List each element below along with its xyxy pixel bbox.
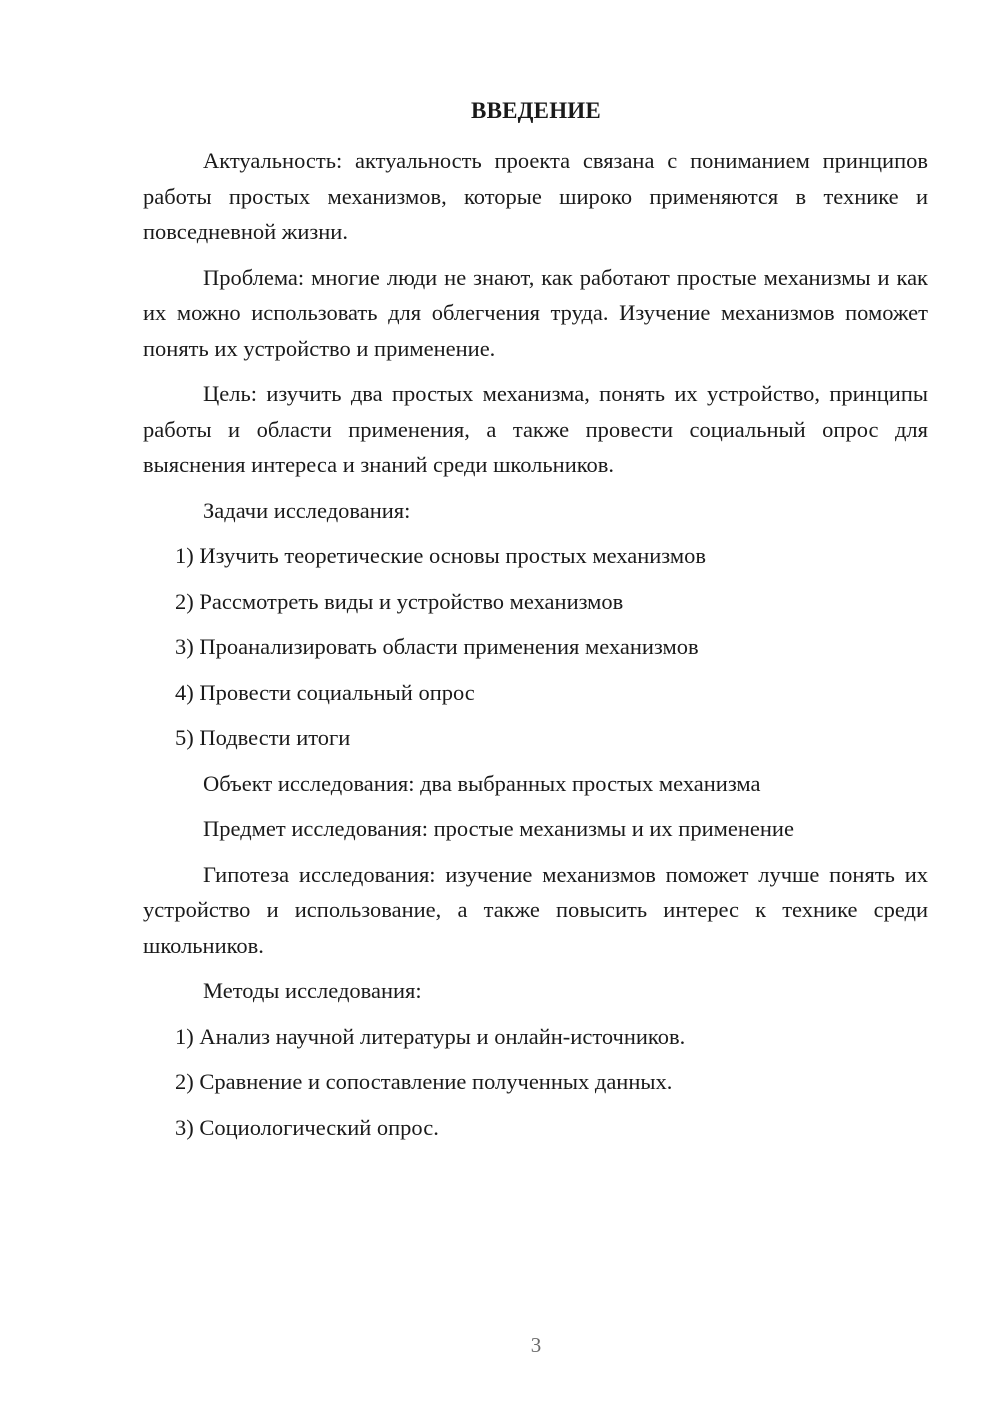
tasks-heading: Задачи исследования: — [203, 497, 411, 523]
methods-list — [143, 1019, 928, 1146]
list-item: 2) Сравнение и сопоставление полученных данных. — [175, 1069, 673, 1094]
section-heading: ВВЕДЕНИЕ — [471, 98, 601, 123]
paragraph-hypothesis: Гипотеза исследования: изучение механизмов поможет лучше понять их устройство и использование, а также повысить интерес к технике среди школьников. — [143, 861, 928, 958]
list-item: 2) Рассмотреть виды и устройство механизмов — [175, 588, 624, 614]
list-item: 5) Подвести итоги — [175, 725, 351, 750]
paragraph-goal: Цель: изучить два простых механизма, понять их устройство, принципы работы и области применения, а также провести социальный опрос для выяснения интереса и знаний среди школьников. — [143, 381, 928, 477]
list-item: 4) Провести социальный опрос — [175, 679, 475, 705]
page-body — [143, 143, 928, 1155]
paragraph-relevance: Актуальность: актуальность проекта связана с пониманием принципов работы простых механизмов, которые широко применяются в технике и повседневной жизни. — [143, 148, 928, 244]
paragraph-object: Объект исследования: два выбранных простых механизма — [203, 770, 761, 796]
list-item: 3) Проанализировать области применения механизмов — [175, 634, 699, 659]
methods-heading: Методы исследования: — [203, 978, 422, 1003]
list-item: 1) Изучить теоретические основы простых механизмов — [175, 543, 706, 568]
list-item: 1) Анализ научной литературы и онлайн-источников. — [175, 1023, 686, 1049]
paragraph-problem: Проблема: многие люди не знают, как работают простые механизмы и как их можно использовать для облегчения труда. Изучение механизмов поможет понять их устройство и применение. — [143, 264, 928, 361]
tasks-list — [143, 538, 928, 756]
list-item: 3) Социологический опрос. — [175, 1114, 439, 1140]
page-number: 3 — [530, 1333, 542, 1357]
paragraph-subject: Предмет исследования: простые механизмы и их применение — [203, 816, 794, 841]
